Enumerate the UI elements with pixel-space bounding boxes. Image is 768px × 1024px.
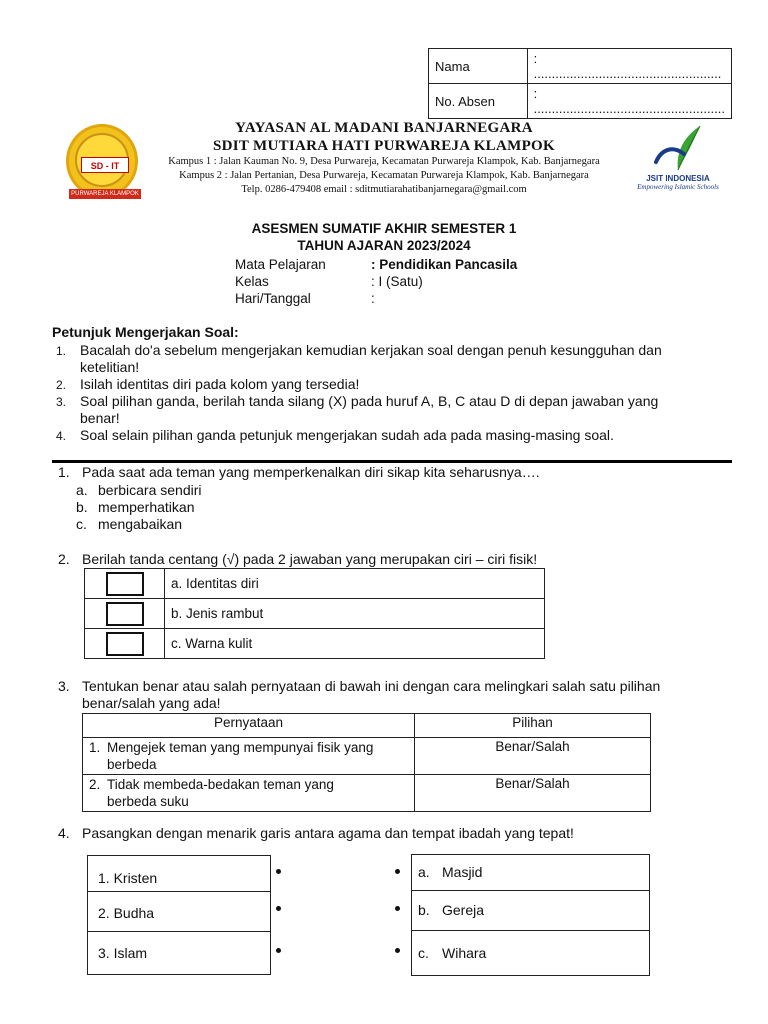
- match-dot-right[interactable]: [395, 948, 400, 953]
- student-identity-box: [428, 48, 732, 119]
- table-row: [83, 775, 651, 812]
- question-number: 4.: [58, 825, 70, 841]
- instruction-item: 1. Bacalah do'a sebelum mengerjakan kemudian kerjakan soal dengan penuh kesungguhan dan ketelitian!: [56, 342, 662, 375]
- letterhead: [60, 112, 740, 216]
- statement-cell: 2. Tidak membeda-bedakan teman yang berbeda suku: [83, 775, 415, 812]
- match-right-item[interactable]: b. Gereja: [412, 891, 649, 931]
- table-row: [83, 738, 651, 775]
- match-dot-left[interactable]: [276, 948, 281, 953]
- checkbox[interactable]: [106, 572, 144, 596]
- jsit-logo-tagline: Empowering Islamic Schools: [637, 183, 719, 191]
- match-left-item[interactable]: 3. Islam: [98, 945, 148, 961]
- meta-subject-label: Mata Pelajaran: [235, 257, 326, 272]
- table-row: [85, 569, 545, 599]
- match-dot-right[interactable]: [395, 869, 400, 874]
- table-row: [85, 599, 545, 629]
- checkbox[interactable]: [106, 632, 144, 656]
- exam-year: TAHUN AJARAN 2023/2024: [297, 238, 471, 253]
- choice-cell[interactable]: Benar/Salah: [415, 775, 651, 812]
- match-dot-right[interactable]: [395, 906, 400, 911]
- column-header-statement: Pernyataan: [83, 714, 415, 738]
- school-logo: [66, 124, 138, 198]
- instructions-title: Petunjuk Mengerjakan Soal:: [52, 324, 239, 340]
- q2-option-label: b. Jenis rambut: [165, 599, 545, 629]
- table-row: [85, 629, 545, 659]
- logo-label: SD - IT: [81, 157, 129, 173]
- quill-icon: [648, 124, 708, 172]
- name-field[interactable]: : ....................................................: [527, 49, 731, 84]
- match-left-item[interactable]: 1. Kristen: [88, 856, 270, 892]
- match-right-item[interactable]: a. Masjid: [412, 855, 649, 891]
- meta-date-value: :: [371, 291, 375, 306]
- question-text: Berilah tanda centang (√) pada 2 jawaban yang merupakan ciri – ciri fisik!: [82, 551, 538, 567]
- instruction-item: 3. Soal pilihan ganda, berilah tanda silang (X) pada huruf A, B, C atau D di depan jawaban yang benar!: [56, 393, 659, 426]
- q2-option-label: c. Warna kulit: [165, 629, 545, 659]
- question-text: Tentukan benar atau salah pernyataan di bawah ini dengan cara melingkari salah satu pilihan benar/salah yang ada!: [82, 678, 661, 711]
- name-label: Nama: [429, 49, 528, 84]
- school-contact: Telp. 0286-479408 email : sditmutiarahatibanjarnegara@gmail.com: [241, 184, 527, 195]
- exam-title: ASESMEN SUMATIF AKHIR SEMESTER 1: [251, 221, 517, 236]
- table-header: [83, 714, 651, 738]
- choice-cell[interactable]: Benar/Salah: [415, 738, 651, 775]
- question-text: Pada saat ada teman yang memperkenalkan diri sikap kita seharusnya….: [82, 464, 540, 480]
- jsit-logo: [630, 124, 726, 204]
- absen-label: No. Absen: [429, 84, 528, 119]
- instructions-list: [56, 342, 716, 444]
- match-right-item[interactable]: c. Wihara: [418, 945, 487, 961]
- foundation-name: YAYASAN AL MADANI BANJARNEGARA: [235, 120, 533, 136]
- match-dot-left[interactable]: [276, 906, 281, 911]
- logo-ribbon: PURWAREJA KLAMPOK: [69, 189, 141, 199]
- meta-class-label: Kelas: [235, 274, 269, 289]
- question-text: Pasangkan dengan menarik garis antara agama dan tempat ibadah yang tepat!: [82, 825, 574, 841]
- q3-true-false-table: [82, 713, 651, 812]
- meta-subject-value: : Pendidikan Pancasila: [371, 257, 518, 272]
- statement-cell: 1. Mengejek teman yang mempunyai fisik yang berbeda: [83, 738, 415, 775]
- match-dot-left[interactable]: [276, 869, 281, 874]
- section-divider: [52, 460, 732, 463]
- question-number: 3.: [58, 678, 70, 694]
- question-number: 2.: [58, 551, 70, 567]
- q2-option-label: a. Identitas diri: [165, 569, 545, 599]
- q4-worship-place-column: [411, 854, 650, 976]
- meta-date-label: Hari/Tanggal: [235, 291, 311, 306]
- match-left-item[interactable]: 2. Budha: [88, 892, 270, 932]
- campus-1-address: Kampus 1 : Jalan Kauman No. 9, Desa Purwareja, Kecamatan Purwareja Klampok, Kab. Banjarnegara: [168, 156, 600, 167]
- jsit-logo-title: JSIT INDONESIA: [646, 174, 710, 183]
- q4-religion-column: [87, 855, 271, 975]
- checkbox[interactable]: [106, 602, 144, 626]
- absen-field[interactable]: : .....................................................: [527, 84, 731, 119]
- q2-checkbox-table: [84, 568, 545, 659]
- instruction-item: 4. Soal selain pilihan ganda petunjuk mengerjakan sudah ada pada masing-masing soal.: [56, 427, 614, 443]
- campus-2-address: Kampus 2 : Jalan Pertanian, Desa Purwareja, Kecamatan Purwareja Klampok, Kab. Banjarnegara: [179, 170, 589, 181]
- meta-class-value: : I (Satu): [371, 274, 423, 289]
- instruction-item: 2. Isilah identitas diri pada kolom yang tersedia!: [56, 376, 360, 392]
- column-header-choice: Pilihan: [415, 714, 651, 738]
- question-number: 1.: [58, 464, 70, 480]
- school-name: SDIT MUTIARA HATI PURWAREJA KLAMPOK: [213, 138, 555, 154]
